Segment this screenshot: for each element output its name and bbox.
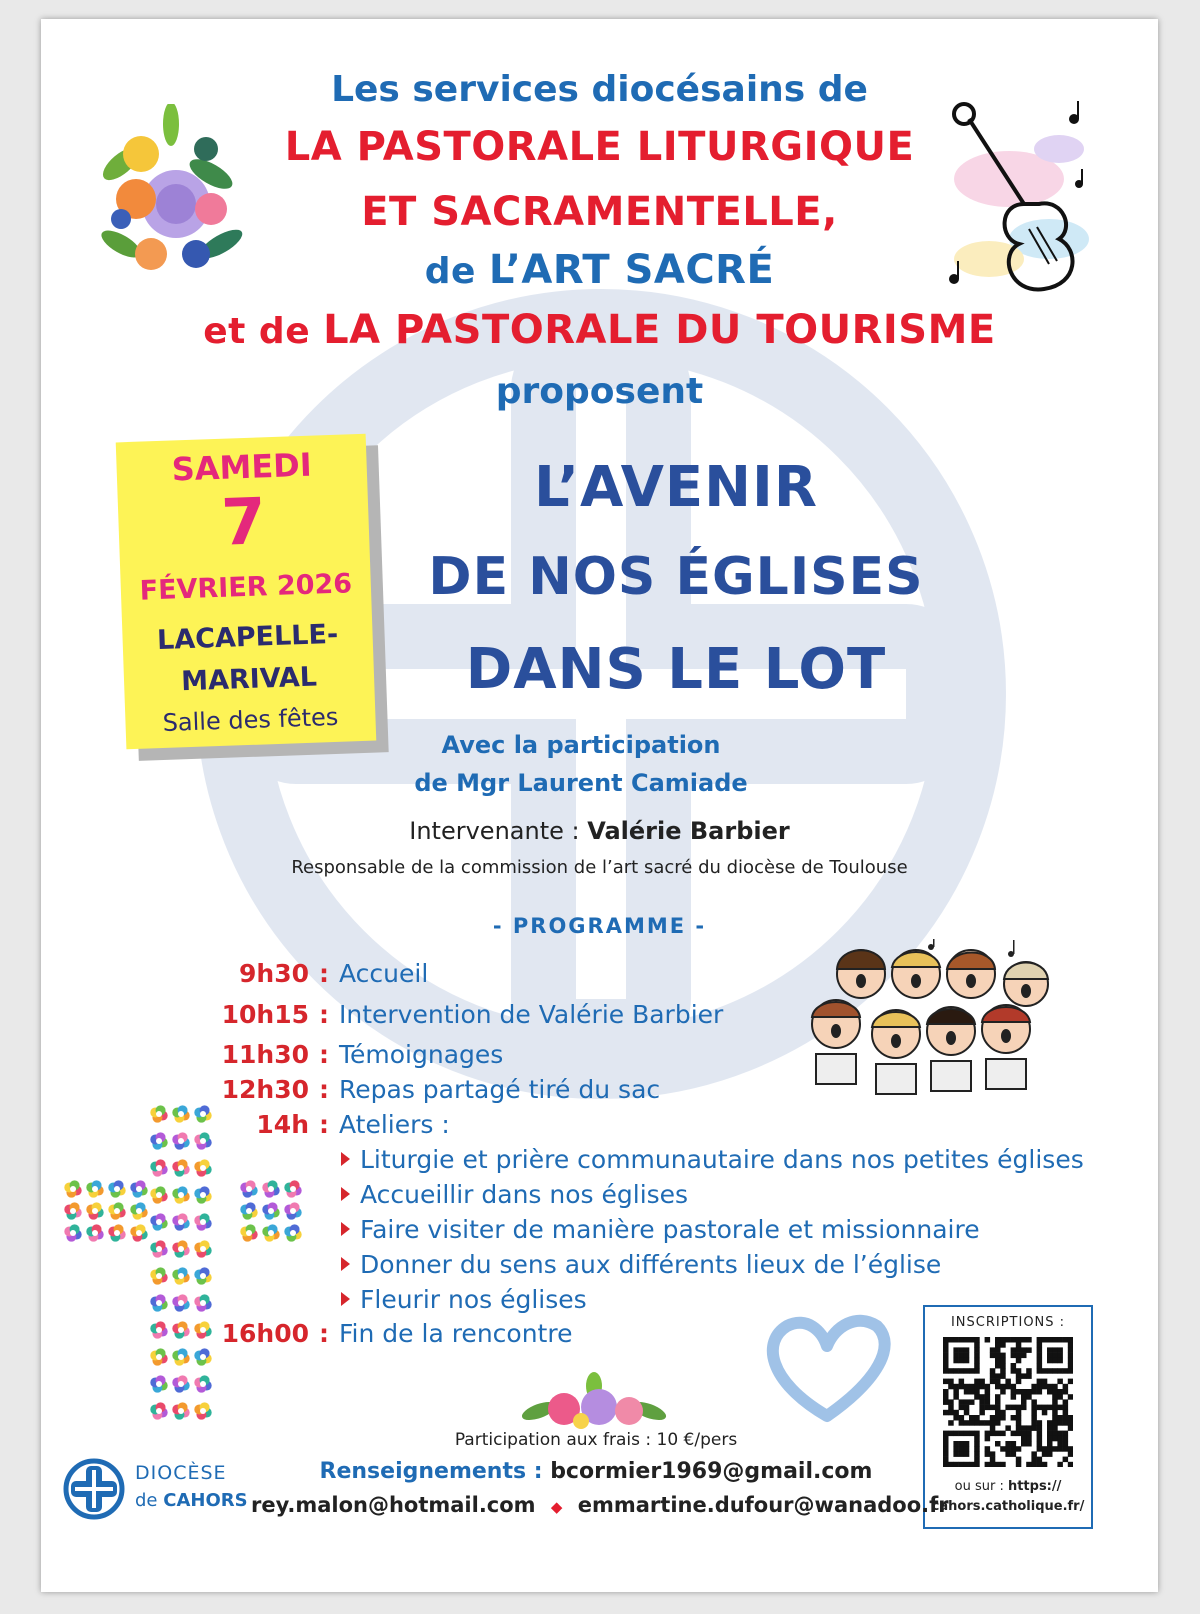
poster (41, 19, 1158, 1592)
heart-brush-illustration (757, 1311, 897, 1431)
cross-flower (262, 1180, 279, 1197)
bullet-triangle-icon (341, 1152, 350, 1166)
violin-music-illustration (929, 89, 1104, 319)
contact-email2[interactable]: rey.malon@hotmail.com (251, 1493, 536, 1517)
participation-fee: Participation aux frais : 10 €/pers (454, 1430, 738, 1450)
cross-flower (108, 1180, 125, 1197)
speaker-label: Intervenante : (409, 817, 588, 845)
cross-flower (172, 1186, 189, 1203)
cross-flower (194, 1105, 211, 1122)
diocese-logo-line2 (135, 1490, 248, 1511)
programme-colon: : (319, 959, 329, 988)
date-venue: Salle des fêtes (162, 702, 339, 737)
programme-time: 16h00 (221, 1319, 309, 1348)
header-liturgique: LA PASTORALE LITURGIQUE (284, 124, 915, 170)
cross-flower (194, 1402, 211, 1419)
cross-flower (194, 1375, 211, 1392)
title-line1: L’AVENIR (533, 455, 819, 520)
cross-flower (194, 1240, 211, 1257)
flower-bouquet-illustration (81, 104, 251, 284)
cross-flower (172, 1375, 189, 1392)
programme-desc: Fin de la rencontre (339, 1319, 573, 1348)
programme-colon: : (319, 1075, 329, 1104)
cross-flower (150, 1402, 167, 1419)
qr-code[interactable] (943, 1337, 1073, 1467)
cross-flower (150, 1132, 167, 1149)
cross-flower (240, 1224, 257, 1241)
bullet-triangle-icon (341, 1222, 350, 1236)
diocese-cross-icon (63, 1458, 125, 1520)
workshop-label: Fleurir nos églises (360, 1285, 587, 1314)
bullet-triangle-icon (341, 1292, 350, 1306)
cross-flower (172, 1213, 189, 1230)
cross-flower (194, 1186, 211, 1203)
inscriptions-url-part1[interactable]: https:// (1007, 1479, 1062, 1494)
cross-flower (64, 1224, 81, 1241)
inscriptions-or-line (925, 1479, 1091, 1494)
cross-flower (284, 1202, 301, 1219)
cross-flower (284, 1224, 301, 1241)
diocese-logo-prefix: de (135, 1490, 164, 1511)
cross-flower (130, 1224, 147, 1241)
workshop-item (341, 1215, 980, 1244)
cross-flower (150, 1348, 167, 1365)
workshop-item (341, 1180, 688, 1209)
cross-flower (194, 1267, 211, 1284)
bullet-triangle-icon (341, 1187, 350, 1201)
date-month-year: FÉVRIER 2026 (139, 568, 353, 607)
programme-time: 10h15 (221, 1000, 309, 1029)
cross-flower (194, 1348, 211, 1365)
cross-flower (172, 1348, 189, 1365)
cross-flower (284, 1180, 301, 1197)
cross-flower (130, 1202, 147, 1219)
separator-diamond-icon: ◆ (550, 1498, 563, 1516)
title-line2: DE NOS ÉGLISES (428, 547, 924, 607)
cross-flower (86, 1202, 103, 1219)
cross-flower (150, 1105, 167, 1122)
workshop-label: Accueillir dans nos églises (360, 1180, 689, 1209)
cross-flower (64, 1180, 81, 1197)
cross-flower (240, 1180, 257, 1197)
speaker-role: Responsable de la commission de l’art sacré du diocèse de Toulouse (291, 857, 908, 878)
header-proposent: proposent (495, 371, 704, 412)
cross-flower (172, 1105, 189, 1122)
workshop-item (341, 1285, 587, 1314)
participation-line2: de Mgr Laurent Camiade (414, 769, 748, 797)
workshop-label: Faire visiter de manière pastorale et missionnaire (360, 1215, 980, 1244)
programme-colon: : (319, 1319, 329, 1348)
date-day: SAMEDI (171, 445, 313, 489)
programme-desc: Accueil (339, 959, 429, 988)
date-place-line1: LACAPELLE- (156, 618, 339, 657)
cross-flower (194, 1321, 211, 1338)
programme-time: 14h (256, 1110, 309, 1139)
programme-desc: Ateliers : (339, 1110, 450, 1139)
inscriptions-url-part2[interactable]: cahors.catholique.fr/ (931, 1499, 1085, 1514)
cross-flower (240, 1202, 257, 1219)
cross-flower (172, 1132, 189, 1149)
programme-colon: : (319, 1040, 329, 1069)
cross-flower (262, 1224, 279, 1241)
cross-flower (262, 1202, 279, 1219)
date-sticky-note (116, 434, 377, 750)
workshop-item (341, 1145, 1084, 1174)
workshop-label: Donner du sens aux différents lieux de l’église (360, 1250, 942, 1279)
header-tourisme-main: LA PASTORALE DU TOURISME (323, 307, 996, 353)
header-art-sacre-main: L’ART SACRÉ (488, 247, 775, 293)
diocese-logo-name: CAHORS (163, 1490, 248, 1511)
cross-flower (172, 1321, 189, 1338)
contact-email3[interactable]: emmartine.dufour@wanadoo.fr (577, 1493, 949, 1517)
programme-desc: Repas partagé tiré du sac (339, 1075, 661, 1104)
choir-children-illustration (801, 939, 1061, 1104)
date-number: 7 (220, 485, 268, 561)
header-art-sacre-prefix: de (424, 251, 489, 292)
contact-label: Renseignements : (319, 1459, 551, 1484)
inscriptions-title: INSCRIPTIONS : (950, 1315, 1066, 1330)
cross-flower (108, 1224, 125, 1241)
cross-flower (150, 1294, 167, 1311)
bullet-triangle-icon (341, 1257, 350, 1271)
programme-colon: : (319, 1000, 329, 1029)
header-sacramentelle: ET SACRAMENTELLE, (361, 189, 838, 235)
cross-flower (150, 1321, 167, 1338)
contact-email1[interactable]: bcormier1969@gmail.com (550, 1459, 873, 1484)
title-line3: DANS LE LOT (465, 637, 887, 702)
inscriptions-or-label: ou sur : (954, 1479, 1008, 1494)
cross-flower (172, 1240, 189, 1257)
cross-flower (194, 1159, 211, 1176)
programme-time: 9h30 (239, 959, 309, 988)
cross-flower (86, 1224, 103, 1241)
cross-flower (130, 1180, 147, 1197)
cross-flower (172, 1402, 189, 1419)
speaker-name: Valérie Barbier (587, 817, 790, 845)
flower-cross-illustration (61, 1099, 311, 1439)
cross-flower (150, 1267, 167, 1284)
cross-flower (194, 1213, 211, 1230)
diocese-logo-line1: DIOCÈSE (135, 1462, 227, 1484)
cross-flower (194, 1294, 211, 1311)
contact-line2 (251, 1493, 949, 1517)
cross-flower (86, 1180, 103, 1197)
cross-flower (194, 1132, 211, 1149)
cross-flower (150, 1213, 167, 1230)
header-tourisme-prefix: et de (203, 311, 324, 352)
cross-flower (64, 1202, 81, 1219)
date-place-line2: MARIVAL (180, 661, 318, 698)
cross-flower (150, 1186, 167, 1203)
programme-time: 11h30 (221, 1040, 309, 1069)
header-intro: Les services diocésains de (331, 69, 868, 110)
programme-desc: Intervention de Valérie Barbier (339, 1000, 724, 1029)
programme-time: 12h30 (221, 1075, 309, 1104)
workshop-item (341, 1250, 941, 1279)
workshop-label: Liturgie et prière communautaire dans nos petites églises (360, 1145, 1084, 1174)
cross-flower (172, 1267, 189, 1284)
cross-flower (172, 1159, 189, 1176)
programme-heading: - PROGRAMME - (492, 914, 707, 938)
diocese-logo (63, 1454, 253, 1534)
cross-flower (172, 1294, 189, 1311)
programme-desc: Témoignages (339, 1040, 504, 1069)
cross-flower (150, 1159, 167, 1176)
cross-flower (150, 1240, 167, 1257)
speaker-line (41, 817, 1158, 845)
cross-flower (150, 1375, 167, 1392)
programme-colon: : (319, 1110, 329, 1139)
cross-flower (108, 1202, 125, 1219)
participation-line1: Avec la participation (441, 731, 721, 759)
contact-line1 (266, 1459, 926, 1484)
